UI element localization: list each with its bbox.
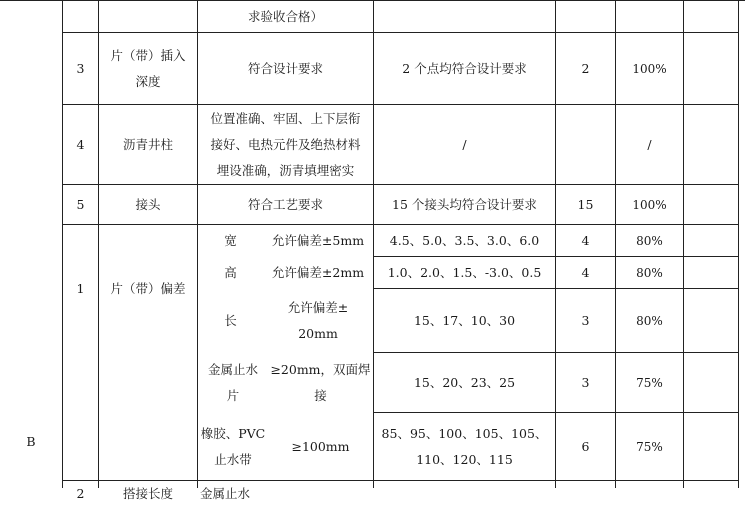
rubber-rate: 75% <box>636 439 663 454</box>
dev-length-tol-line1: 允许偏差± <box>287 299 349 315</box>
dev-length-tol <box>263 289 373 352</box>
metal-label-line1: 金属止水 <box>207 361 258 377</box>
row3-no: 3 <box>76 60 85 76</box>
row5-count: 15 <box>577 196 594 212</box>
row4-result: / <box>462 136 467 152</box>
dev-item: 片（带）偏差 <box>110 280 186 296</box>
rubber-values-line1: 85、95、100、105、105、 <box>381 425 548 441</box>
rubber-label <box>198 413 268 480</box>
row4-req-line3: 埋设准确，沥青填埋密实 <box>216 162 355 178</box>
rubber-label-line2: 止水带 <box>214 451 252 467</box>
dev-height-rate: 80% <box>636 265 663 280</box>
row4-item: 沥青井柱 <box>122 136 173 152</box>
row3-rate: 100% <box>632 61 667 76</box>
row3-requirement: 符合设计要求 <box>247 60 323 76</box>
dev-height-label: 高 <box>224 264 237 280</box>
metal-req-line2: 接 <box>314 387 327 403</box>
dev-length-tol-line2: 20mm <box>298 325 338 341</box>
top-row-desc: 求验收合格） <box>247 9 323 24</box>
rubber-count: 6 <box>581 438 590 454</box>
dev-width-count: 4 <box>581 232 590 248</box>
row5-requirement: 符合工艺要求 <box>247 196 323 212</box>
rubber-label-line1: 橡胶、PVC <box>200 425 266 441</box>
bottom-no: 2 <box>76 486 85 501</box>
row3-item-line1: 片（带）插入 <box>110 47 186 63</box>
dev-no: 1 <box>76 280 85 296</box>
rubber-values-line2: 110、120、115 <box>416 451 513 467</box>
row5-rate: 100% <box>632 197 667 212</box>
grid-line <box>683 0 684 488</box>
row3-item-line2: 深度 <box>135 73 161 89</box>
dev-height-values: 1.0、2.0、1.5、-3.0、0.5 <box>387 264 542 280</box>
metal-req <box>268 353 373 412</box>
bottom-req: 金属止水 <box>200 486 251 501</box>
metal-label <box>198 353 268 412</box>
row3-item <box>99 33 197 104</box>
row4-req-line2: 接好、电热元件及绝热材料 <box>210 136 361 152</box>
row3-count: 2 <box>581 60 590 76</box>
metal-rate: 75% <box>636 375 663 390</box>
metal-count: 3 <box>581 374 590 390</box>
dev-length-label: 长 <box>224 312 237 328</box>
dev-width-rate: 80% <box>636 233 663 248</box>
row5-result: 15 个接头均符合设计要求 <box>392 196 537 212</box>
bottom-item: 搭接长度 <box>122 486 173 501</box>
row4-req-line1: 位置准确、牢固、上下层衔 <box>210 110 361 126</box>
rubber-values <box>374 413 555 480</box>
dev-width-label: 宽 <box>224 232 237 248</box>
dev-length-rate: 80% <box>636 313 663 328</box>
dev-length-values: 15、17、10、30 <box>413 312 516 328</box>
dev-height-tol: 允许偏差±2mm <box>271 264 365 280</box>
dev-width-values: 4.5、5.0、3.5、3.0、6.0 <box>389 232 540 248</box>
row5-item: 接头 <box>135 196 161 212</box>
row5-no: 5 <box>76 196 85 212</box>
dev-height-count: 4 <box>581 264 590 280</box>
metal-req-line1: ≥20mm，双面焊 <box>270 361 371 377</box>
metal-values: 15、20、23、25 <box>413 374 516 390</box>
row4-rate: / <box>647 136 652 152</box>
metal-label-line2: 片 <box>226 387 240 403</box>
row4-no: 4 <box>76 136 85 152</box>
row4-requirement <box>198 105 373 184</box>
section-label: B <box>26 434 36 449</box>
dev-width-tol: 允许偏差±5mm <box>271 232 365 248</box>
row3-result: 2 个点均符合设计要求 <box>402 60 527 76</box>
rubber-req: ≥100mm <box>291 438 350 454</box>
grid-line <box>738 0 739 488</box>
dev-length-count: 3 <box>581 312 590 328</box>
grid-line <box>0 0 745 1</box>
